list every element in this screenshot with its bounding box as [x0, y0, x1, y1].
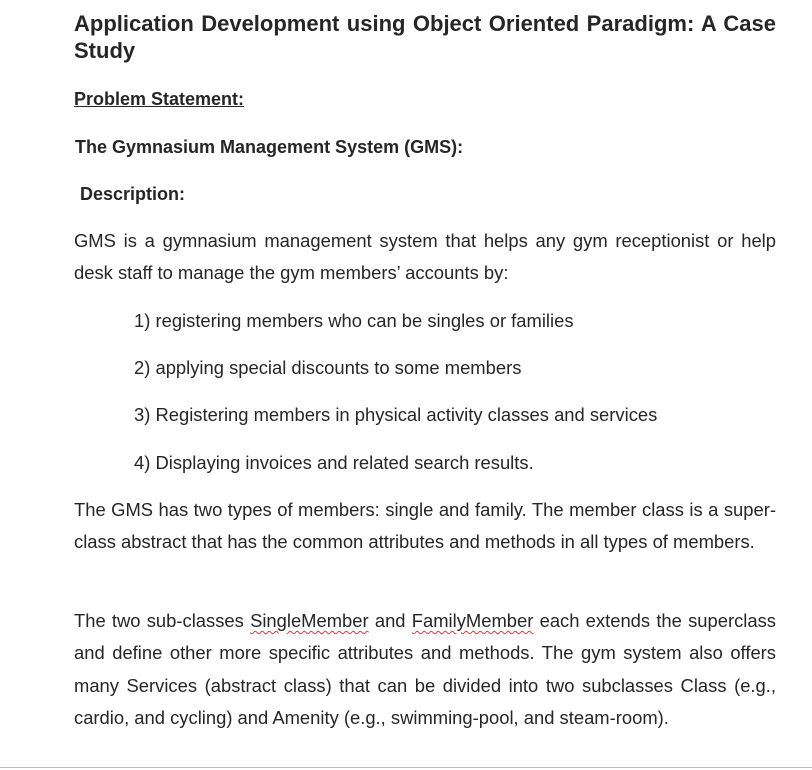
subclasses-paragraph [74, 605, 776, 734]
system-name-heading: The Gymnasium Management System (GMS): [75, 137, 464, 157]
description-heading: Description: [80, 184, 186, 204]
intro-paragraph: GMS is a gymnasium management system that helps any gym receptionist or help desk staff to manage the gym members’ accounts by: [74, 230, 776, 284]
subclasses-text-part3: each extends the superclass and define other more specific attributes and methods. The gym system also offers many Services (abstract class) that can be divided into two subclasses Class (e.g., cardio, and cycling) and Amenity (e.g., swimming-pool, and steam-room). [74, 610, 776, 728]
list-item-2: 2) applying special discounts to some members [134, 357, 522, 378]
problem-statement-heading: Problem Statement: [74, 89, 245, 109]
page-bottom-divider [0, 767, 812, 768]
list-item-4: 4) Displaying invoices and related search results. [134, 452, 534, 473]
list-item-1: 1) registering members who can be singles or families [134, 310, 574, 331]
list-item-3: 3) Registering members in physical activity classes and services [134, 404, 658, 425]
subclasses-text-part2: and [368, 610, 412, 631]
spellcheck-term-familymember: FamilyMember [411, 610, 534, 631]
document-title: Application Development using Object Oriented Paradigm: A Case Study [74, 11, 776, 63]
spellcheck-term-singlemember: SingleMember [250, 610, 369, 631]
members-paragraph: The GMS has two types of members: single and family. The member class is a super-class abstract that has the common attributes and methods in all types of members. [74, 499, 776, 553]
subclasses-text-part1: The two sub-classes [74, 610, 251, 631]
